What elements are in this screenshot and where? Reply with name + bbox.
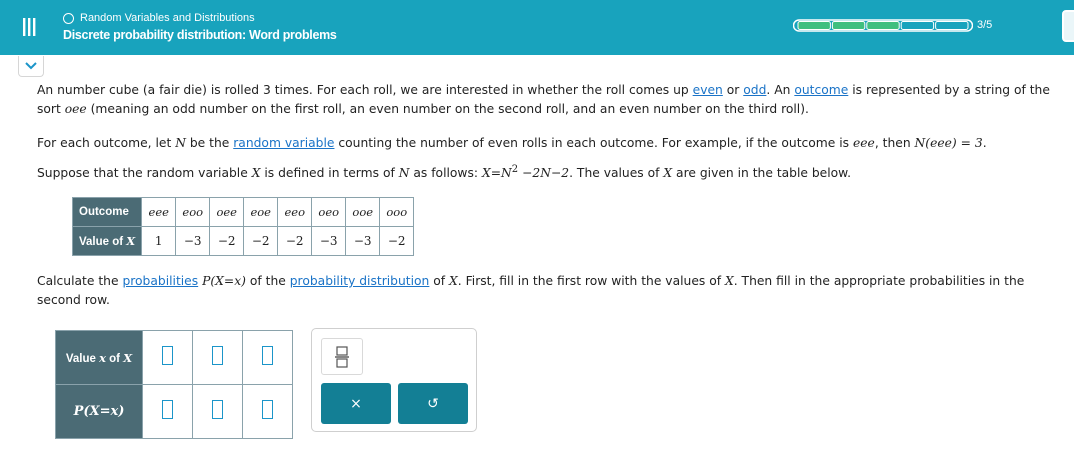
text: of the bbox=[245, 274, 290, 288]
progress-segment-complete bbox=[832, 22, 864, 30]
table-row bbox=[56, 331, 293, 385]
value-cell: −3 bbox=[312, 227, 346, 256]
probability-input-1[interactable] bbox=[162, 400, 173, 419]
text: is represented by a string of the sort bbox=[37, 83, 1050, 116]
text: Value bbox=[65, 352, 100, 365]
chevron-down-icon bbox=[24, 61, 38, 71]
probability-cell[interactable] bbox=[193, 385, 243, 439]
table-row bbox=[73, 227, 414, 256]
text: Suppose that the random variable bbox=[37, 166, 252, 181]
progress-count: 3/5 bbox=[977, 19, 993, 31]
probability-cell[interactable] bbox=[243, 385, 293, 439]
table-row bbox=[56, 385, 293, 439]
text: are given in the table below. bbox=[672, 166, 852, 181]
value-cell: −2 bbox=[380, 227, 414, 256]
math-var: X bbox=[663, 166, 673, 181]
undo-icon: ↺ bbox=[427, 395, 439, 412]
text: of bbox=[429, 274, 450, 288]
text: as follows: bbox=[409, 166, 482, 181]
link-odd[interactable]: odd bbox=[743, 83, 767, 97]
value-cell: −3 bbox=[346, 227, 380, 256]
clear-button[interactable] bbox=[321, 383, 391, 424]
math-formula: −2N−2 bbox=[518, 166, 570, 181]
math-var: N bbox=[398, 166, 410, 181]
answer-table bbox=[55, 330, 293, 439]
undo-button[interactable] bbox=[398, 383, 468, 424]
progress-segment-complete bbox=[867, 22, 899, 30]
text: Value of bbox=[79, 236, 127, 248]
link-outcome[interactable]: outcome bbox=[794, 83, 849, 97]
text: (meaning an odd number on the first roll, an even number on the second roll, and an even number on the third roll). bbox=[86, 102, 809, 116]
link-probability-distribution[interactable]: probability distribution bbox=[289, 274, 430, 288]
probability-input-2[interactable] bbox=[212, 400, 223, 419]
x-icon: × bbox=[350, 395, 362, 412]
probability-input-3[interactable] bbox=[262, 400, 273, 419]
outcome-cell: eoo bbox=[176, 198, 210, 227]
outcome-cell: eee bbox=[142, 198, 176, 227]
text: Calculate the bbox=[37, 274, 123, 288]
text: An number cube (a fair die) is rolled 3 times. For each roll, we are interested in whether the roll comes up bbox=[37, 83, 693, 97]
fraction-icon bbox=[335, 346, 349, 368]
problem-intro bbox=[37, 81, 1067, 119]
outcome-cell: eeo bbox=[278, 198, 312, 227]
value-cell[interactable] bbox=[243, 331, 293, 385]
outcome-value-table bbox=[72, 197, 414, 256]
probability-cell[interactable] bbox=[143, 385, 193, 439]
random-variable-definition bbox=[37, 134, 1067, 153]
topic-breadcrumb[interactable] bbox=[63, 12, 255, 24]
outcome-header: Outcome bbox=[73, 198, 142, 227]
instructions bbox=[37, 272, 1067, 310]
text: . bbox=[982, 136, 987, 150]
outcome-cell: oee bbox=[210, 198, 244, 227]
math-var: X bbox=[724, 274, 734, 288]
value-cell: −2 bbox=[210, 227, 244, 256]
x-definition bbox=[37, 160, 1067, 183]
value-input-1[interactable] bbox=[162, 346, 173, 365]
text: . First, fill in the first row with the values of bbox=[457, 274, 725, 288]
text: is defined in terms of bbox=[260, 166, 399, 181]
table-row bbox=[73, 198, 414, 227]
value-header bbox=[73, 227, 142, 256]
math-tools-panel bbox=[311, 328, 477, 432]
outcome-cell: oeo bbox=[312, 198, 346, 227]
topic-circle-icon bbox=[63, 13, 74, 24]
page-title: Discrete probability distribution: Word problems bbox=[63, 28, 337, 42]
text: be the bbox=[185, 136, 234, 150]
math-formula: P(X=x) bbox=[73, 404, 125, 419]
text: , then bbox=[874, 136, 915, 150]
math-var: X bbox=[123, 350, 133, 365]
text: counting the number of even rolls in each outcome. For example, if the outcome is bbox=[334, 136, 853, 150]
link-probabilities[interactable]: probabilities bbox=[122, 274, 199, 288]
value-cell[interactable] bbox=[143, 331, 193, 385]
math-var: N bbox=[175, 136, 186, 150]
progress-segment-empty bbox=[901, 22, 933, 30]
outcome-cell: ooo bbox=[380, 198, 414, 227]
value-cell: −3 bbox=[176, 227, 210, 256]
side-panel-button[interactable] bbox=[1062, 10, 1074, 42]
math-var: x bbox=[99, 350, 106, 365]
menu-button[interactable] bbox=[11, 9, 47, 45]
value-cell: −2 bbox=[278, 227, 312, 256]
text: . The values of bbox=[569, 166, 664, 181]
math-example: eee bbox=[853, 136, 875, 150]
value-input-2[interactable] bbox=[212, 346, 223, 365]
math-formula: N(eee) = 3 bbox=[914, 136, 983, 150]
math-var: X bbox=[449, 274, 458, 288]
text: . An bbox=[766, 83, 795, 97]
math-formula: X=N bbox=[481, 166, 512, 181]
probability-header bbox=[56, 385, 143, 439]
link-even[interactable]: even bbox=[692, 83, 723, 97]
value-x-header bbox=[56, 331, 143, 385]
text: . Then fill in the appropriate probabilities in the second row. bbox=[37, 274, 1025, 307]
text: of bbox=[105, 352, 124, 365]
text: For each outcome, let bbox=[37, 136, 176, 150]
progress-segment-empty bbox=[936, 22, 968, 30]
collapse-toggle[interactable] bbox=[18, 56, 44, 77]
progress-bar bbox=[793, 19, 973, 32]
math-formula: P(X=x) bbox=[202, 274, 246, 288]
top-bar bbox=[0, 0, 1074, 55]
text: or bbox=[722, 83, 744, 97]
progress-segment-complete bbox=[798, 22, 830, 30]
outcome-cell: ooe bbox=[346, 198, 380, 227]
value-cell: 1 bbox=[142, 227, 176, 256]
math-example: oee bbox=[64, 102, 87, 116]
value-input-3[interactable] bbox=[262, 346, 273, 365]
math-var: X bbox=[251, 166, 261, 181]
link-random-variable[interactable]: random variable bbox=[233, 136, 335, 150]
math-var: X bbox=[126, 234, 136, 248]
hamburger-icon bbox=[21, 18, 37, 36]
topic-label: Random Variables and Distributions bbox=[80, 12, 255, 24]
value-cell: −2 bbox=[244, 227, 278, 256]
outcome-cell: eoe bbox=[244, 198, 278, 227]
fraction-button[interactable] bbox=[321, 338, 363, 375]
value-cell[interactable] bbox=[193, 331, 243, 385]
math-exponent: 2 bbox=[511, 164, 519, 175]
